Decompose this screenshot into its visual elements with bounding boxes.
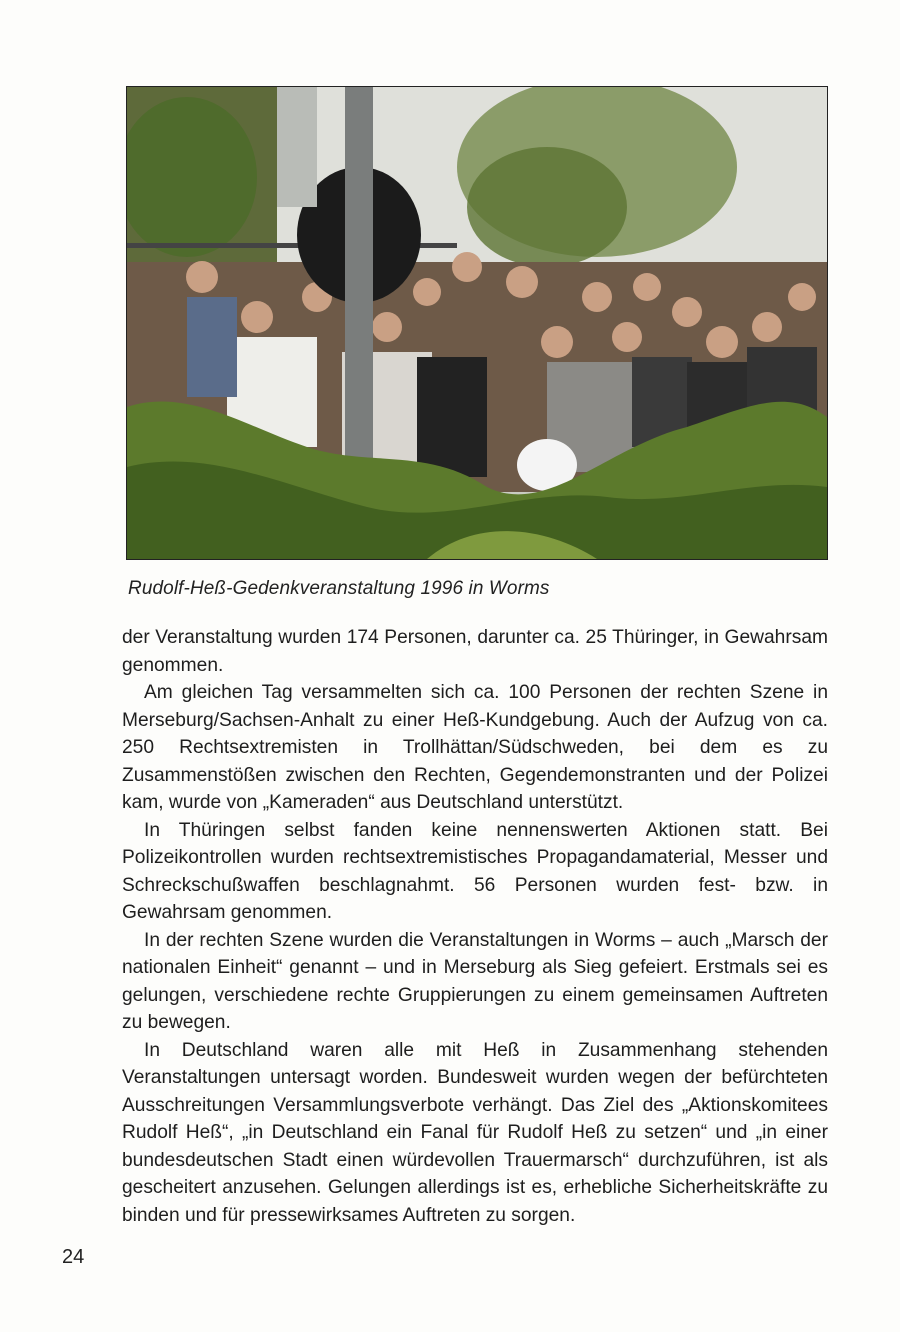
paragraph: In der rechten Szene wurden die Veranstaltungen in Worms – auch „Marsch der nationalen Einheit“ genannt – und in Merseburg als Sieg gefeiert. Erstmals sei es gelungen, verschiedene rechte Gruppierungen zu einem gemeinsamen Auftreten zu bewegen. [122,929,828,1033]
paragraph: der Veranstaltung wurden 174 Personen, darunter ca. 25 Thüringer, in Gewahrsam genommen. [122,627,828,676]
crowd-photo [126,86,828,560]
page-number: 24 [62,1246,85,1268]
body-text [122,624,828,1229]
paragraph: Am gleichen Tag versammelten sich ca. 100 Personen der rechten Szene in Merseburg/Sachsen-Anhalt zu einer Heß-Kundgebung. Auch der Aufzug von ca. 250 Rechtsextremisten in Trollhättan/Südschweden, bei dem es zu Zusammenstößen zwischen den Rechten, Gegendemonstranten und der Polizei kam, wurde von „Kameraden“ aus Deutschland unterstützt. [122,682,828,813]
photo-caption: Rudolf-Heß-Gedenkveranstaltung 1996 in Worms [128,578,550,599]
paragraph: In Deutschland waren alle mit Heß in Zusammenhang stehenden Veranstaltungen untersagt worden. Bundesweit wurden wegen der befürchteten Ausschreitungen Versammlungsverbote verhängt. Das Ziel des „Aktionskomitees Rudolf Heß“, „in Deutschland ein Fanal für Rudolf Heß zu setzen“ und „in einer bundesdeutschen Stadt einen würdevollen Trauermarsch“ durchzuführen, ist als gescheitert anzusehen. Gelungen allerdings ist es, erhebliche Sicherheitskräfte zu binden und für pressewirksames Auftreten zu sorgen. [122,1039,828,1226]
paragraph: In Thüringen selbst fanden keine nennenswerten Aktionen statt. Bei Polizeikontrollen wurden rechtsextremistisches Propagandamaterial, Messer und Schreckschußwaffen beschlagnahmt. 56 Personen wurden fest- bzw. in Gewahrsam genommen. [122,819,828,923]
